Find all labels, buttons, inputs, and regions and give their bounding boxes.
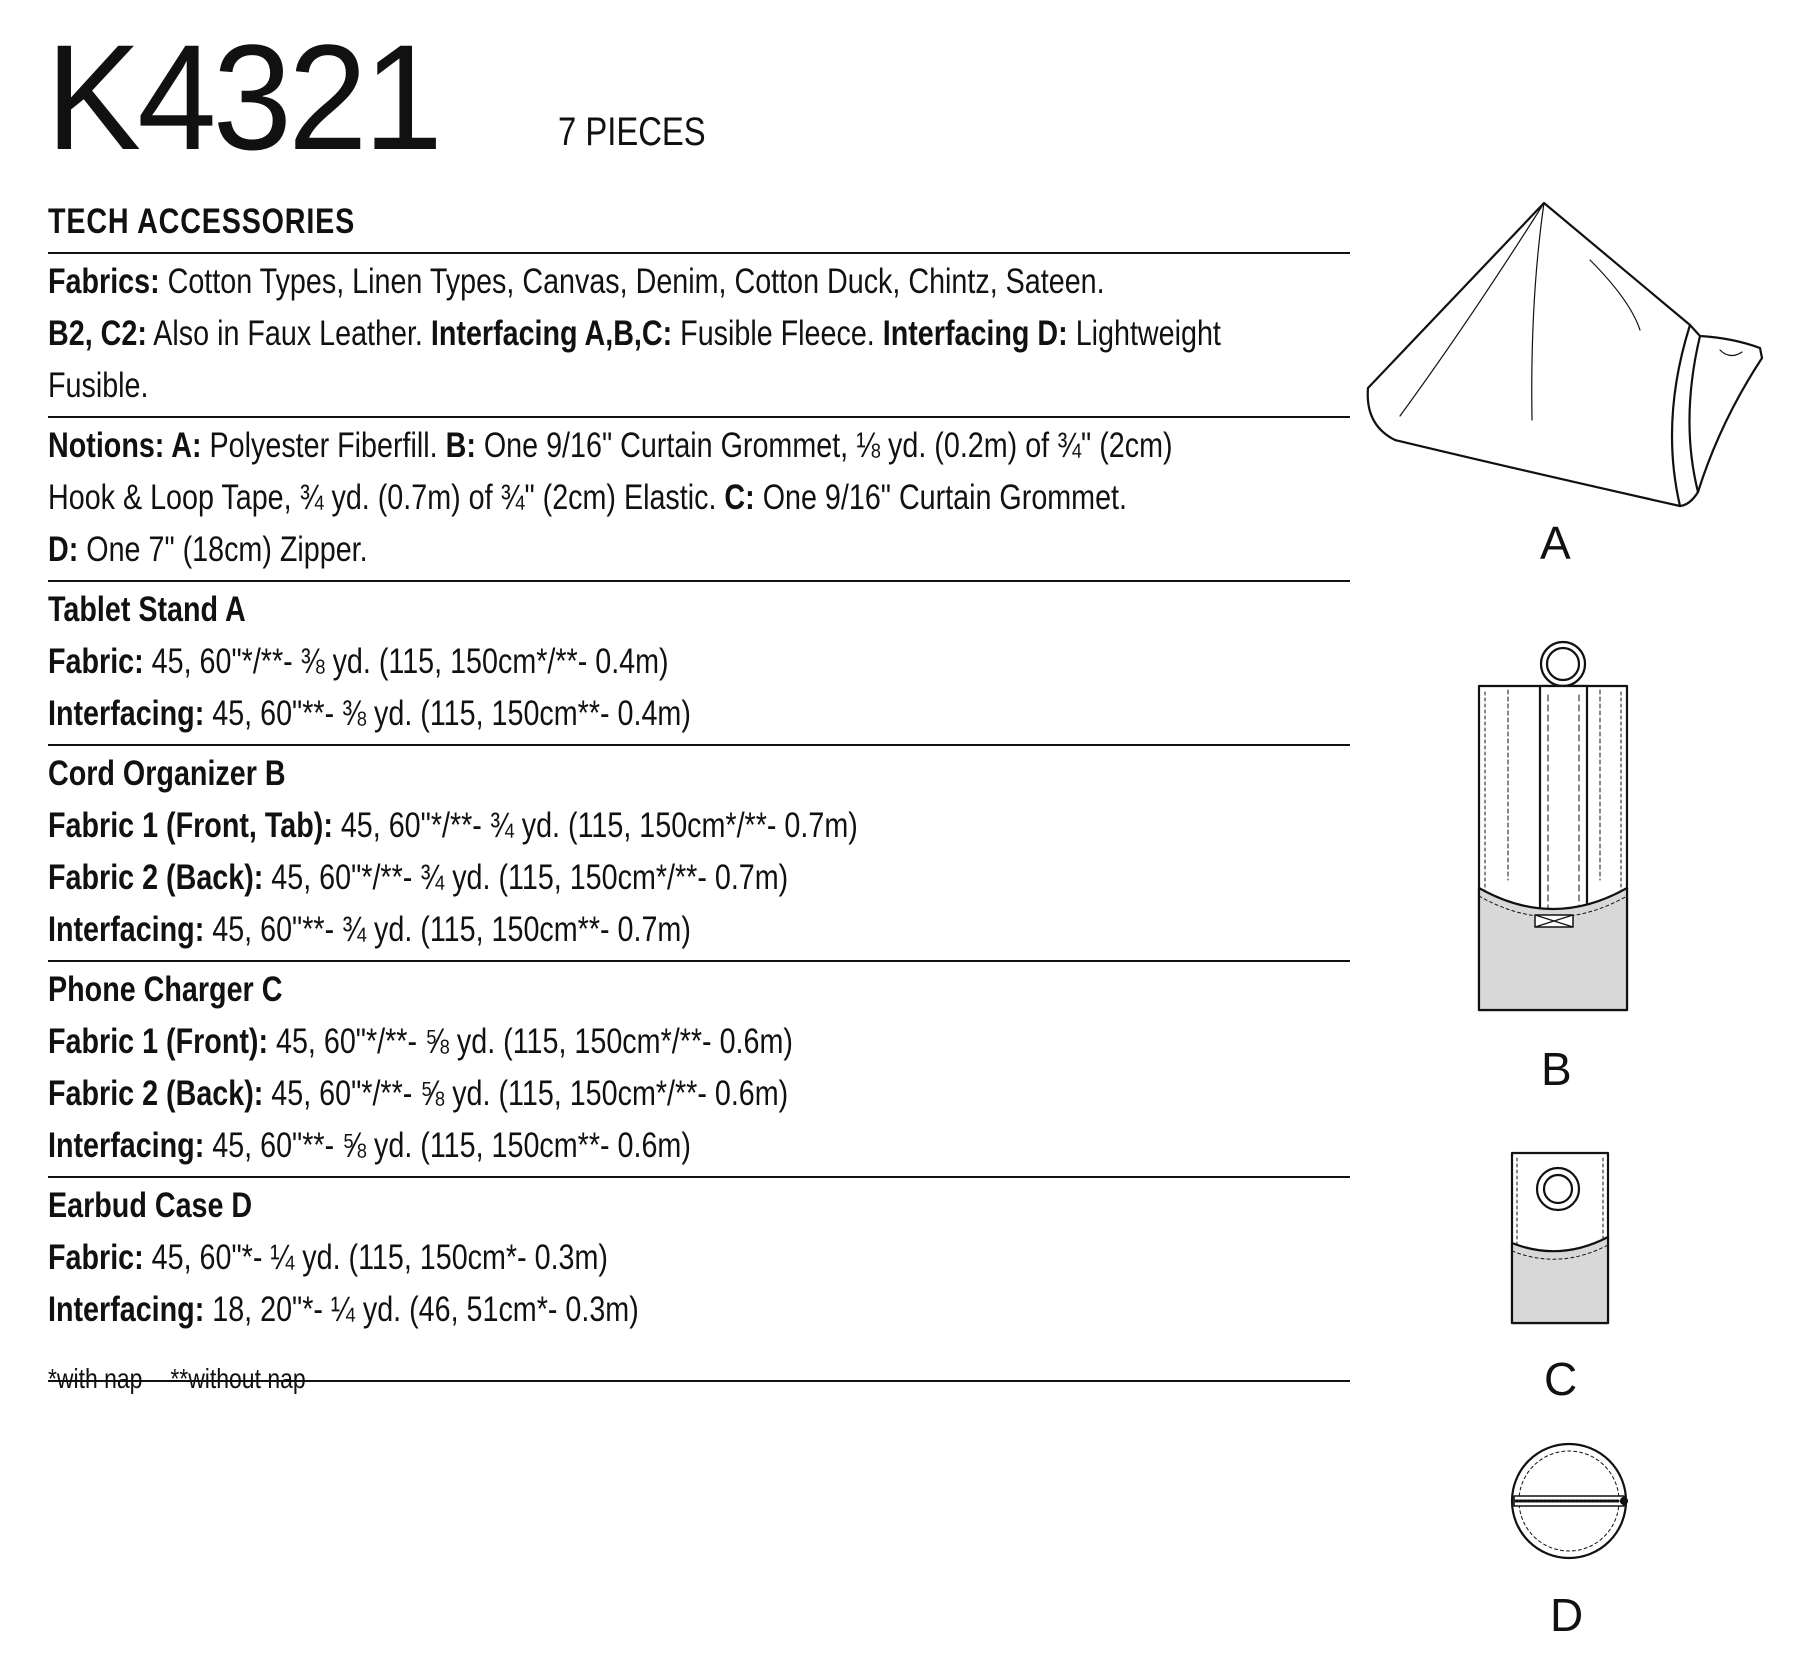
- view-b-drawing: [1479, 642, 1627, 1010]
- fabrics-text: Fusible Fleece.: [672, 314, 883, 353]
- fabrics-text: Fusible.: [48, 366, 149, 405]
- product-title: TECH ACCESSORIES: [48, 202, 356, 241]
- notions-text: One 9/16" Curtain Grommet, ⅛ yd. (0.2m) of ¾" (2cm): [475, 426, 1173, 465]
- view-label-d: D: [1550, 1589, 1584, 1641]
- row-label: Fabric 1 (Front):: [48, 1022, 269, 1061]
- row-label: Interfacing:: [48, 1290, 205, 1329]
- fabrics-label: Interfacing A,B,C:: [430, 314, 673, 353]
- view-a-drawing: [1368, 203, 1762, 506]
- row-label: Fabric 2 (Back):: [48, 1074, 264, 1113]
- notions-text: One 7" (18cm) Zipper.: [78, 530, 368, 569]
- section-heading: Earbud Case D: [48, 1186, 253, 1225]
- view-c-drawing: [1512, 1153, 1608, 1323]
- row-label: Fabric:: [48, 642, 144, 681]
- with-nap-note: *with nap: [48, 1363, 143, 1394]
- fabrics-label: Fabrics:: [48, 262, 160, 301]
- row-text: 45, 60"*- ¼ yd. (115, 150cm*- 0.3m): [143, 1238, 608, 1277]
- view-d-drawing: [1512, 1444, 1627, 1558]
- notions-label: Notions: A:: [48, 426, 202, 465]
- section-heading: Cord Organizer B: [48, 754, 286, 793]
- row-text: 45, 60"*/**- ⅝ yd. (115, 150cm*/**- 0.6m): [263, 1074, 789, 1113]
- piece-count: 7 PIECES: [558, 110, 706, 154]
- row-text: 45, 60"**- ⅜ yd. (115, 150cm**- 0.4m): [204, 694, 691, 733]
- fabrics-text: Lightweight: [1067, 314, 1221, 353]
- row-label: Fabric:: [48, 1238, 144, 1277]
- notions-label: B:: [445, 426, 476, 465]
- row-text: 45, 60"*/**- ¾ yd. (115, 150cm*/**- 0.7m): [263, 858, 789, 897]
- section-heading: Phone Charger C: [48, 970, 283, 1009]
- row-label: Interfacing:: [48, 694, 205, 733]
- row-text: 18, 20"*- ¼ yd. (46, 51cm*- 0.3m): [204, 1290, 639, 1329]
- notions-label: C:: [724, 478, 755, 517]
- row-text: 45, 60"**- ⅝ yd. (115, 150cm**- 0.6m): [204, 1126, 691, 1165]
- row-label: Interfacing:: [48, 1126, 205, 1165]
- row-text: 45, 60"*/**- ⅝ yd. (115, 150cm*/**- 0.6m): [268, 1022, 793, 1061]
- notions-label: D:: [48, 530, 79, 569]
- row-text: 45, 60"*/**- ⅜ yd. (115, 150cm*/**- 0.4m): [143, 642, 669, 681]
- row-label: Fabric 2 (Back):: [48, 858, 264, 897]
- notions-text: Hook & Loop Tape, ¾ yd. (0.7m) of ¾" (2cm) Elastic.: [48, 478, 725, 517]
- row-text: 45, 60"**- ¾ yd. (115, 150cm**- 0.7m): [204, 910, 691, 949]
- notions-text: One 9/16" Curtain Grommet.: [754, 478, 1128, 517]
- view-label-b: B: [1541, 1043, 1572, 1095]
- fabrics-label: Interfacing D:: [882, 314, 1068, 353]
- without-nap-note: **without nap: [170, 1363, 306, 1394]
- view-label-a: A: [1540, 517, 1571, 569]
- pattern-number: K4321: [46, 13, 440, 181]
- section-heading: Tablet Stand A: [48, 590, 246, 629]
- notions-text: Polyester Fiberfill.: [201, 426, 446, 465]
- row-label: Fabric 1 (Front, Tab):: [48, 806, 333, 845]
- fabrics-text: Cotton Types, Linen Types, Canvas, Denim, Cotton Duck, Chintz, Sateen.: [159, 262, 1105, 301]
- fabrics-label: B2, C2:: [48, 314, 147, 353]
- row-label: Interfacing:: [48, 910, 205, 949]
- fabrics-text: Also in Faux Leather.: [146, 314, 431, 353]
- row-text: 45, 60"*/**- ¾ yd. (115, 150cm*/**- 0.7m): [332, 806, 858, 845]
- view-label-c: C: [1544, 1353, 1578, 1405]
